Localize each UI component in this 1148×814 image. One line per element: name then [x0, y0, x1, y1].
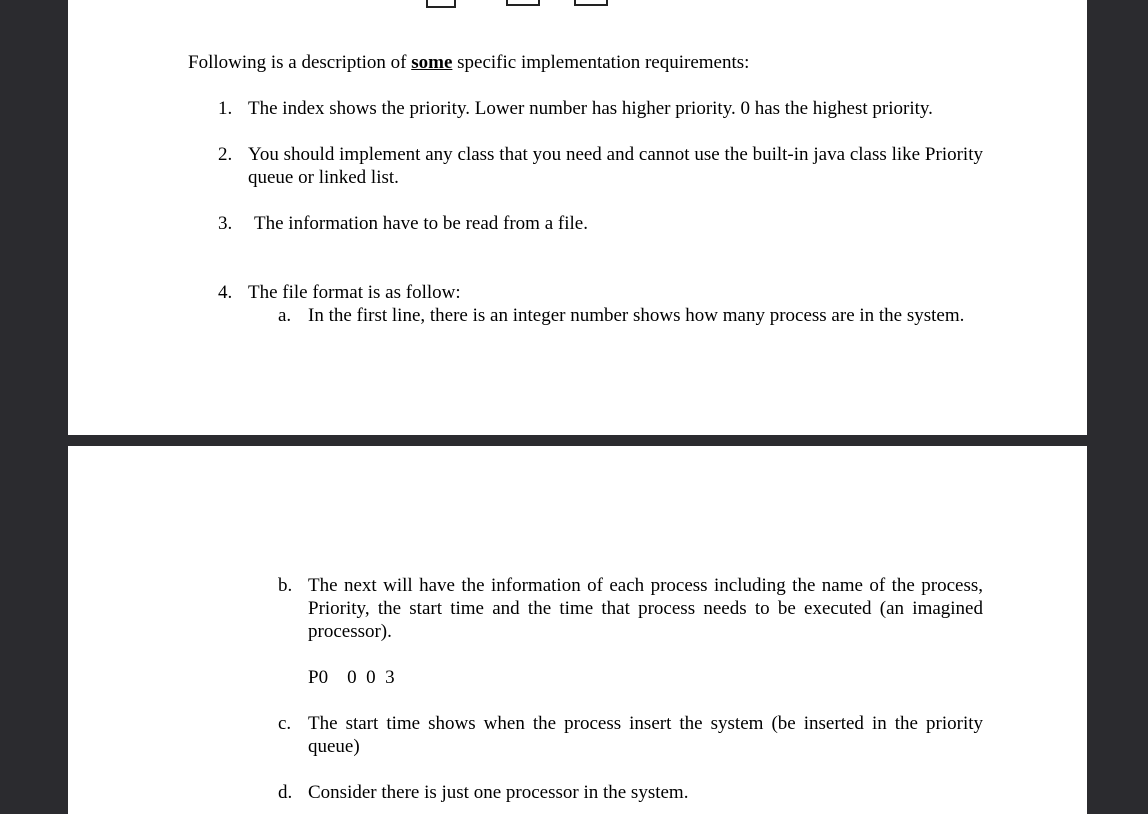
example-record-line: P0 0 0 3 — [308, 667, 395, 688]
format-item-text: Consider there is just one processor in the system. — [308, 782, 689, 803]
intro-paragraph — [188, 51, 749, 74]
requirement-text: The file format is as follow: — [248, 282, 461, 303]
diagram-box — [506, 0, 540, 6]
requirement-marker: 2. — [218, 144, 233, 165]
requirement-marker: 4. — [218, 282, 233, 303]
requirement-text: The information have to be read from a file. — [254, 213, 588, 234]
document-page-1 — [68, 0, 1087, 435]
format-item-marker: c. — [278, 713, 292, 734]
format-item-text: The next will have the information of each process including the name of the process, Priority, the start time and the time that process needs to be executed (an imagined processor). — [308, 575, 983, 642]
document-page-2 — [68, 446, 1087, 814]
format-item-marker: a. — [278, 305, 292, 326]
requirement-marker: 1. — [218, 98, 233, 119]
requirement-text: The index shows the priority. Lower number has higher priority. 0 has the highest priority. — [248, 98, 933, 119]
intro-emphasis: some — [411, 52, 453, 73]
intro-text-before: Following is a description of — [188, 52, 412, 73]
format-item-marker: d. — [278, 782, 293, 803]
format-item-text: In the first line, there is an integer number shows how many process are in the system. — [308, 305, 965, 326]
format-item-marker: b. — [278, 575, 293, 596]
diagram-box — [426, 0, 456, 8]
format-item-text: The start time shows when the process insert the system (be inserted in the priority queue) — [308, 713, 983, 757]
intro-text-after: specific implementation requirements: — [452, 52, 750, 73]
requirement-text: You should implement any class that you need and cannot use the built-in java class like Priority queue or linked list. — [248, 144, 983, 188]
diagram-box — [574, 0, 608, 6]
requirement-marker: 3. — [218, 213, 233, 234]
